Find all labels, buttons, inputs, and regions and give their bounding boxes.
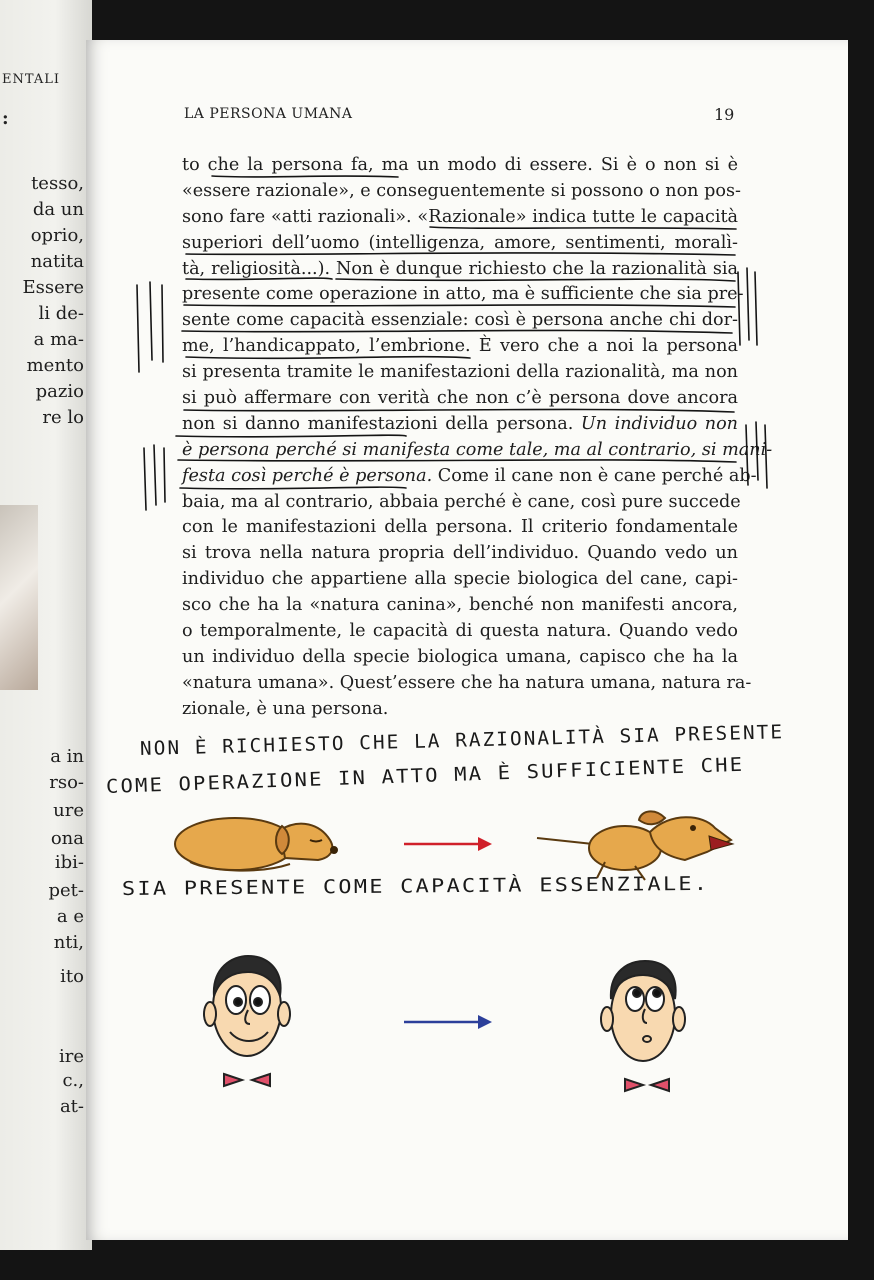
- text-line: è persona perché si manifesta come tale, ma al contrario, si mani-: [182, 439, 773, 460]
- text-line: sono fare «atti razionali». «Razionale» indica tutte le capacità: [182, 206, 738, 227]
- text-line: superiori dell’uomo (intelligenza, amore, sentimenti, moralì-: [182, 232, 738, 253]
- left-text-line: ire: [58, 1046, 84, 1067]
- italic-span: Un individuo non: [580, 413, 738, 434]
- left-text-line: ure: [53, 800, 84, 821]
- left-text-line: nti,: [53, 932, 84, 953]
- left-text-line: da un: [32, 199, 84, 220]
- text-line: tà, religiosità...). Non è dunque richiesto che la razionalità sia: [182, 258, 738, 279]
- text-line: baia, ma al contrario, abbaia perché è cane, così pure succede: [182, 491, 741, 512]
- text-line: presente come operazione in atto, ma è sufficiente che sia pre-: [182, 284, 744, 305]
- left-text-line: pazio: [35, 381, 84, 402]
- left-text-line: Essere: [22, 277, 84, 298]
- text-span: non si danno manifestazioni della persona.: [182, 413, 574, 434]
- running-head: LA PERSONA UMANA: [184, 106, 353, 122]
- transition-arrow-dog: [400, 832, 495, 856]
- left-text-line: ibi-: [54, 852, 84, 873]
- handwritten-note-line2: COME OPERAZIONE IN ATTO MA È SUFFICIENTE CHE: [105, 753, 745, 798]
- left-text-line: ito: [60, 966, 84, 987]
- left-text-line: a e: [56, 906, 84, 927]
- handwritten-note-line3: SIA PRESENTE COME CAPACITÀ ESSENZIALE.: [121, 872, 710, 900]
- smiling-man-icon: [200, 950, 295, 1090]
- text-line: me, l’handicappato, l’embrione. È vero che a noi la persona: [182, 336, 738, 357]
- text-line: «natura umana». Quest’essere che ha natura umana, natura ra-: [182, 672, 752, 693]
- left-text-line: pet-: [48, 880, 84, 901]
- text-line: un individuo della specie biologica umana, capisco che ha la: [182, 646, 738, 667]
- page-number: 19: [714, 105, 735, 124]
- text-line: con le manifestazioni della persona. Il criterio fondamentale: [182, 517, 738, 538]
- left-running-head: ENTALI: [2, 72, 60, 87]
- text-line: si trova nella natura propria dell’individuo. Quando vedo un: [182, 543, 738, 564]
- text-line: sco che ha la «natura canina», benché non manifesti ancora,: [182, 595, 738, 616]
- text-line: o temporalmente, le capacità di questa natura. Quando vedo: [182, 621, 738, 642]
- left-text-line: li de-: [38, 303, 84, 324]
- left-text-line: natita: [30, 251, 84, 272]
- transition-arrow-man: [400, 1010, 495, 1034]
- left-text-line: rso-: [49, 772, 84, 793]
- left-text-line: a in: [50, 746, 84, 767]
- text-line: si può affermare con verità che non c’è persona dove ancora: [182, 388, 738, 409]
- text-line: individuo che appartiene alla specie biologica del cane, capi-: [182, 569, 738, 590]
- text-line: sente come capacità essenziale: così è persona anche chi dor-: [182, 310, 738, 331]
- puzzled-man-icon: [595, 955, 690, 1095]
- text-line: «essere razionale», e conseguentemente si possono o non pos-: [182, 180, 741, 201]
- text-line: zionale, è una persona.: [182, 698, 389, 719]
- left-text-line: c.,: [62, 1070, 84, 1091]
- left-text-line: re lo: [42, 407, 84, 428]
- text-line: to che la persona fa, ma un modo di essere. Si è o non si è: [182, 155, 738, 175]
- left-text-line: ona: [50, 828, 84, 849]
- handwritten-note-line1: NON È RICHIESTO CHE LA RAZIONALITÀ SIA PRESENTE: [139, 721, 785, 760]
- left-text-line: a ma-: [33, 329, 84, 350]
- barking-dog-icon: [535, 800, 740, 882]
- sleeping-dog-icon: [170, 800, 345, 880]
- left-text-line: tesso,: [31, 173, 84, 194]
- italic-span: festa così perché è persona.: [182, 465, 433, 486]
- text-span: Come il cane non è cane perché ab-: [437, 465, 757, 486]
- left-text-line: oprio,: [30, 225, 84, 246]
- left-text-line: at-: [59, 1096, 84, 1117]
- text-line: si presenta tramite le manifestazioni della razionalità, ma non: [182, 362, 738, 383]
- left-colon: :: [2, 108, 9, 129]
- left-text-line: mento: [26, 355, 84, 376]
